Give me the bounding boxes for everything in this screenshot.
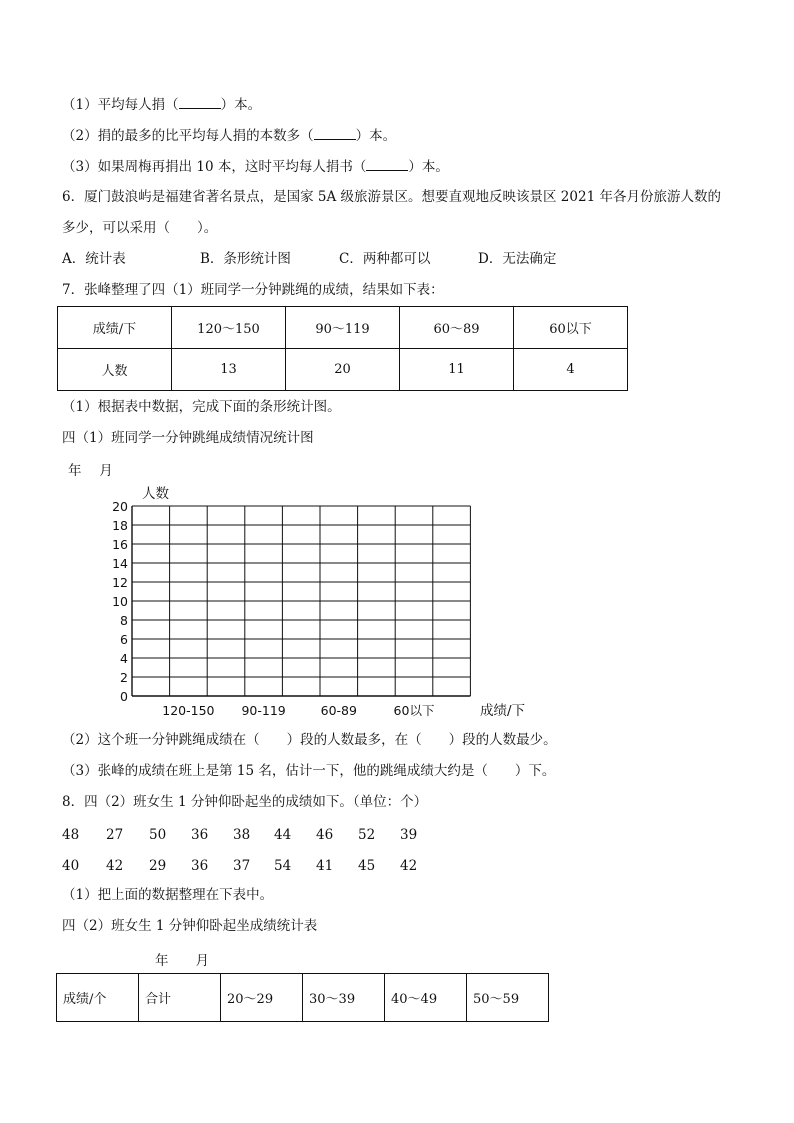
y-tick-label: 10	[112, 594, 128, 609]
table-cell: 60～89	[400, 307, 514, 349]
table-cell: 30～39	[303, 974, 385, 1022]
data-value: 48	[62, 827, 80, 843]
x-tick-label: 90-119	[241, 703, 286, 718]
q7-score-table	[57, 306, 628, 391]
q6-option-c[interactable]: C．两种都可以	[339, 251, 431, 267]
table-cell: 合计	[139, 974, 221, 1022]
x-tick-label: 120-150	[162, 703, 215, 718]
data-value: 50	[149, 827, 167, 843]
q8-table-title: 四（2）班女生 1 分钟仰卧起坐成绩统计表	[62, 918, 318, 934]
answer-blank[interactable]	[179, 95, 221, 109]
q8-item-1: （1）把上面的数据整理在下表中。	[62, 887, 274, 903]
q7-chart-title: 四（1）班同学一分钟跳绳成绩情况统计图	[62, 430, 314, 446]
chart-grid	[132, 506, 470, 696]
data-value: 52	[358, 827, 376, 843]
q7-item-3: （3）张峰的成绩在班上是第 15 名，估计一下，他的跳绳成绩大约是（ ）下。	[62, 763, 556, 779]
table-row	[58, 349, 628, 391]
q7-item-1: （1）根据表中数据，完成下面的条形统计图。	[62, 399, 341, 415]
y-tick-label: 6	[120, 632, 128, 647]
data-value: 40	[62, 858, 80, 874]
q8-intro: 8．四（2）班女生 1 分钟仰卧起坐的成绩如下。（单位：个）	[62, 794, 428, 810]
y-axis-ticks	[112, 499, 128, 704]
data-value: 39	[400, 827, 418, 843]
table-cell: 60以下	[514, 307, 628, 349]
x-tick-label: 60以下	[393, 703, 435, 718]
table-cell: 20～29	[221, 974, 303, 1022]
q5-item-2	[62, 126, 396, 145]
x-axis-label: 成绩/下	[480, 703, 526, 719]
data-value: 46	[316, 827, 334, 843]
x-axis-ticks	[162, 703, 435, 718]
y-tick-label: 8	[120, 613, 128, 628]
data-value: 54	[274, 858, 292, 874]
q7-intro: 7．张峰整理了四（1）班同学一分钟跳绳的成绩，结果如下表：	[62, 282, 444, 298]
table-cell: 人数	[58, 349, 172, 391]
q8-score-table	[56, 973, 549, 1022]
y-tick-label: 0	[120, 689, 128, 704]
table-cell: 50～59	[467, 974, 549, 1022]
table-cell: 120～150	[172, 307, 286, 349]
y-tick-label: 16	[112, 537, 128, 552]
q6-line-1: 6．厦门鼓浪屿是福建省著名景点，是国家 5A 级旅游景区。想要直观地反映该景区 2021 年各月份旅游人数的	[62, 189, 721, 205]
bar-chart[interactable]	[0, 480, 794, 720]
q6-option-b[interactable]: B．条形统计图	[200, 251, 291, 267]
table-cell: 13	[172, 349, 286, 391]
q7-date: 年 月	[68, 463, 113, 479]
answer-blank[interactable]	[366, 157, 408, 171]
answer-blank[interactable]	[314, 126, 356, 140]
table-cell: 20	[286, 349, 400, 391]
y-tick-label: 12	[112, 575, 128, 590]
q5-item-1-post: ）本。	[220, 97, 262, 113]
data-value: 37	[233, 858, 251, 874]
q6-option-d[interactable]: D．无法确定	[478, 251, 557, 267]
data-value: 38	[233, 827, 251, 843]
q5-item-3-post: ）本。	[408, 159, 449, 175]
q5-item-2-pre: （2）捐的最多的比平均每人捐的本数多（	[62, 128, 314, 144]
data-value: 44	[274, 827, 292, 843]
y-tick-label: 20	[112, 499, 128, 514]
y-tick-label: 2	[120, 670, 128, 685]
q5-item-2-post: ）本。	[355, 128, 397, 144]
table-row	[58, 307, 628, 349]
table-row	[57, 974, 549, 1022]
y-tick-label: 18	[112, 518, 128, 533]
table-cell: 90～119	[286, 307, 400, 349]
table-cell: 11	[400, 349, 514, 391]
table-cell: 成绩/个	[57, 974, 139, 1022]
y-tick-label: 4	[120, 651, 128, 666]
data-value: 29	[149, 858, 167, 874]
q5-item-3-pre: （3）如果周梅再捐出 10 本，这时平均每人捐书（	[62, 159, 367, 175]
table-cell: 成绩/下	[58, 307, 172, 349]
data-value: 41	[316, 858, 334, 874]
data-value: 42	[400, 858, 418, 874]
data-value: 45	[358, 858, 376, 874]
q5-item-3	[62, 157, 449, 176]
data-value: 36	[191, 858, 209, 874]
q5-item-1	[62, 95, 261, 114]
data-value: 36	[191, 827, 209, 843]
q8-date: 年 月	[155, 953, 209, 969]
table-cell: 4	[514, 349, 628, 391]
q6-line-2: 多少，可以采用（ ）。	[62, 220, 218, 236]
table-cell: 40～49	[385, 974, 467, 1022]
q5-item-1-pre: （1）平均每人捐（	[62, 97, 179, 113]
q6-option-a[interactable]: A．统计表	[62, 251, 126, 267]
data-value: 27	[106, 827, 124, 843]
y-tick-label: 14	[112, 556, 128, 571]
x-tick-label: 60-89	[320, 703, 357, 718]
q7-item-2: （2）这个班一分钟跳绳成绩在（ ）段的人数最多，在（ ）段的人数最少。	[62, 732, 557, 748]
data-value: 42	[106, 858, 124, 874]
y-axis-label: 人数	[142, 486, 169, 502]
